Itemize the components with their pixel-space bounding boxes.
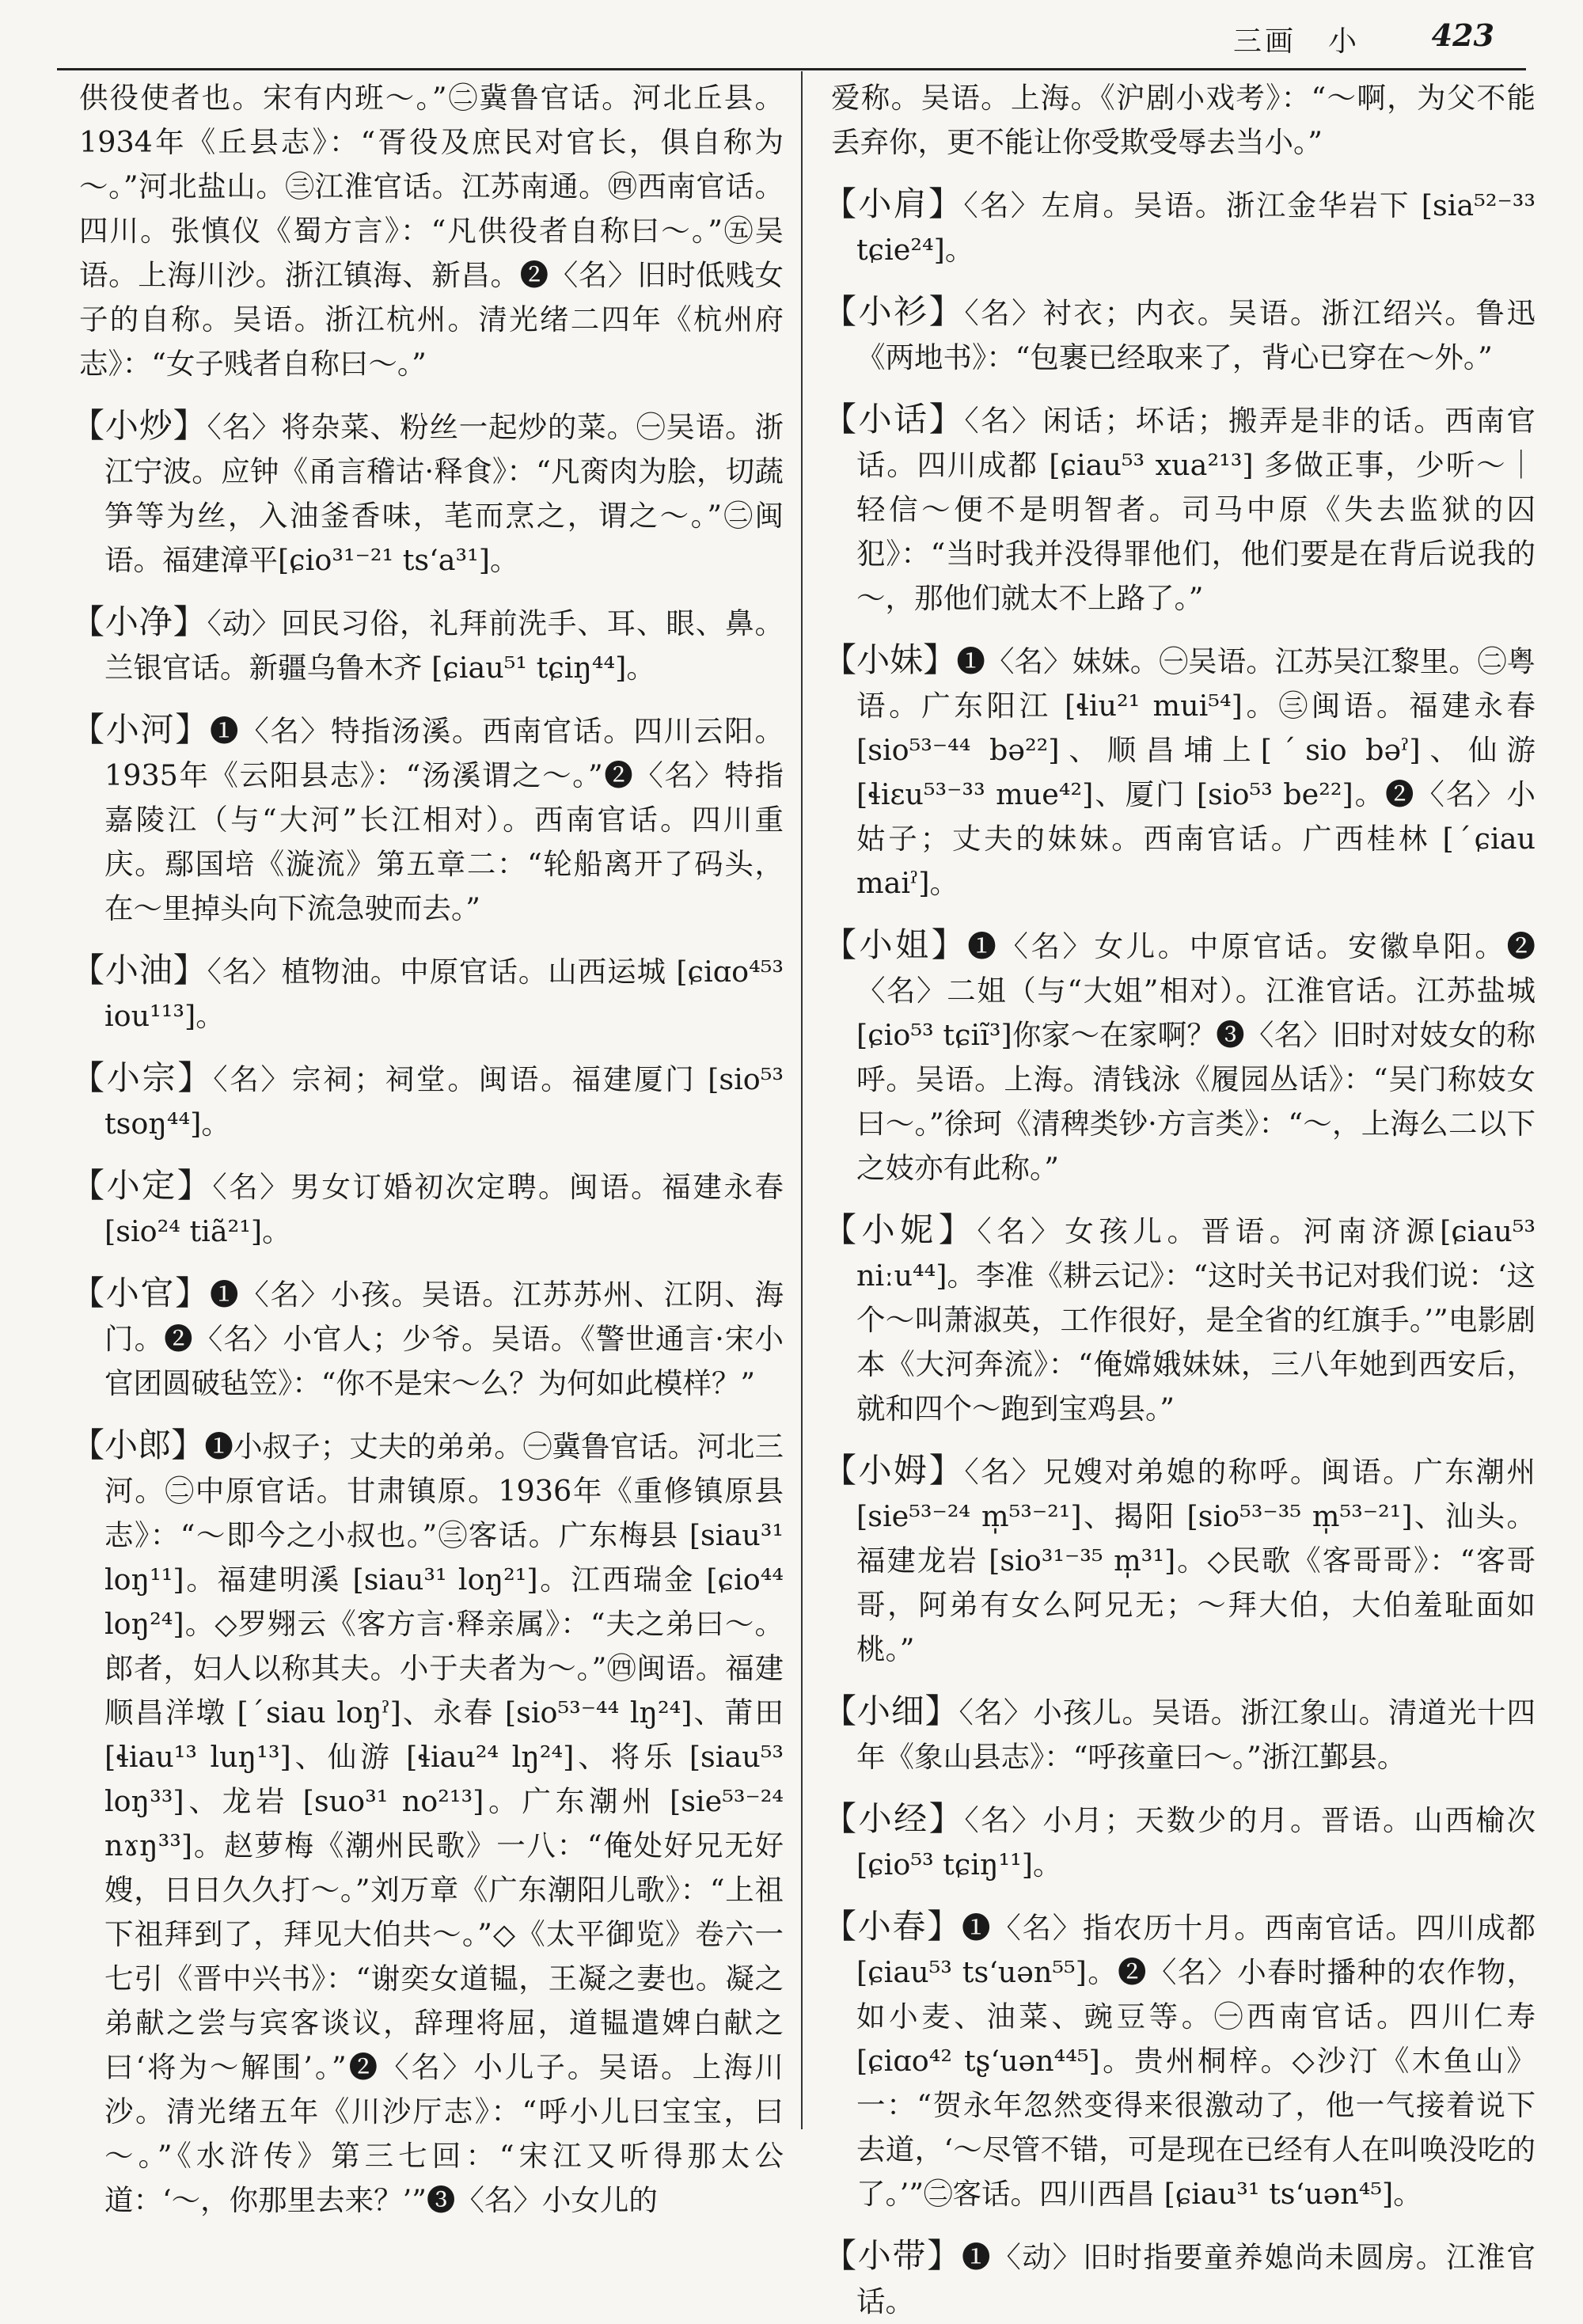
entry-definition: 〈名〉植物油。中原官话。山西运城 [ɕiɑo⁴⁵³ iou¹¹³]。 (104, 955, 784, 1033)
dictionary-entry (71, 76, 784, 386)
entry-headword: 【小衫】 (823, 292, 965, 331)
dictionary-entry (823, 1689, 1536, 1779)
entry-definition: 〈名〉兄嫂对弟媳的称呼。闽语。广东潮州 [sie⁵³⁻²⁴ m̩⁵³⁻²¹]、揭阳 [sio⁵³⁻³⁵ m̩⁵³⁻²¹]、汕头。福建龙岩 [sio³¹⁻³⁵ m̩³¹]。◇民歌《客哥哥》：“客哥哥，阿弟有女么阿兄无；～拜大伯，大伯羞耻面如桃。” (856, 1455, 1536, 1666)
entry-definition: 〈名〉女孩儿。晋语。河南济源[ɕiau⁵³ niːu⁴⁴]。李准《耕云记》：“这时关书记对我们说：‘这个～叫萧淑英，工作很好，是全省的红旗手。’”电影剧本《大河奔流》：“俺嫦娥妹妹，三八年她到西安后，就和四个～跑到宝鸡县。” (856, 1214, 1536, 1426)
dictionary-entry (823, 923, 1536, 1190)
entry-headword: 【小姆】 (823, 1451, 965, 1490)
entry-headword: 【小姐】 (823, 925, 968, 964)
entry-definition: 爱称。吴语。上海。《沪剧小戏考》：“～啊，为父不能丢弃你，更不能让你受欺受辱去当小。” (831, 81, 1536, 159)
entry-definition: ❶〈名〉特指汤溪。西南官话。四川云阳。1935年《云阳县志》：“汤溪谓之～。”❷〈名〉特指嘉陵江（与“大河”长江相对）。西南官话。四川重庆。鄢国培《漩流》第五章二：“轮船离开了码头，在～里掉头向下流急驶而去。” (104, 714, 784, 925)
dictionary-entry (823, 290, 1536, 380)
entry-definition: 供役使者也。宋有内班～。”㊁冀鲁官话。河北丘县。1934年《丘县志》：“胥役及庶民对官长，俱自称为～。”河北盐山。㊂江淮官话。江苏南通。㊃西南官话。四川。张慎仪《蜀方言》：“凡供役者自称曰～。”㊄吴语。上海川沙。浙江镇海、新昌。❷〈名〉旧时低贱女子的自称。吴语。浙江杭州。清光绪二四年《杭州府志》：“女子贱者自称曰～。” (79, 81, 784, 381)
entry-definition: 〈名〉小月；天数少的月。晋语。山西榆次 [ɕio⁵³ tɕiŋ¹¹]。 (856, 1803, 1536, 1882)
left-column (71, 76, 784, 2217)
entry-headword: 【小妹】 (823, 640, 957, 679)
entry-definition: 〈名〉小孩儿。吴语。浙江象山。清道光十四年《象山县志》：“呼孩童曰～。”浙江鄞县。 (856, 1696, 1536, 1774)
dictionary-entry (71, 1271, 784, 1406)
dictionary-entry (823, 397, 1536, 621)
page-header (57, 0, 1526, 70)
entry-definition: 〈名〉宗祠；祠堂。闽语。福建厦门 [sio⁵³ tsoŋ⁴⁴]。 (104, 1062, 784, 1141)
dictionary-entry (71, 600, 784, 690)
entry-definition: 〈名〉衬衣；内衣。吴语。浙江绍兴。鲁迅《两地书》：“包裹已经取来了，背心已穿在～外。” (856, 296, 1536, 374)
dictionary-entry (823, 638, 1536, 906)
entry-definition: 〈名〉将杂菜、粉丝一起炒的菜。㊀吴语。浙江宁波。应钟《甬言稽诂·释食》：“凡脔肉为脍，切蔬笋等为丝，入油釜香味，芼而烹之，谓之～。”㊁闽语。福建漳平[ɕio³¹⁻²¹ tsʻa³¹]。 (104, 410, 784, 577)
entry-definition: 〈名〉男女订婚初次定聘。闽语。福建永春[sio²⁴ tiã²¹]。 (104, 1170, 784, 1248)
right-column (823, 76, 1536, 2318)
entry-headword: 【小经】 (823, 1799, 965, 1838)
dictionary-entry (823, 76, 1536, 165)
entry-definition: 〈名〉闲话；坏话；搬弄是非的话。西南官话。四川成都 [ɕiau⁵³ xua²¹³] 多做正事，少听～｜轻信～便不是明智者。司马中原《失去监狱的囚犯》：“当时我并没得罪他们，他们要是在背后说我的～，那他们就太不上路了。” (856, 404, 1536, 615)
dictionary-entry (823, 2234, 1536, 2324)
dictionary-entry (71, 1056, 784, 1146)
entry-headword: 【小炒】 (71, 406, 207, 445)
entry-headword: 【小话】 (823, 400, 965, 439)
entry-headword: 【小细】 (823, 1692, 959, 1730)
section-title: 三画 小 (1232, 25, 1360, 58)
page-number: 423 (1431, 17, 1494, 53)
entry-definition: ❶〈动〉旧时指要童养媳尚未圆房。江淮官话。 (856, 2240, 1536, 2318)
entry-definition: ❶〈名〉妹妹。㊀吴语。江苏吴江黎里。㊁粤语。广东阳江 [ɬiu²¹ mui⁵⁴]。㊂闽语。福建永春[sio⁵³⁻⁴⁴ bə²²]、顺昌埔上[ˊsio bəˀ]、仙游[ɬiɛu⁵³⁻³³ mue⁴²]、厦门 [sio⁵³ be²²]。❷〈名〉小姑子；丈夫的妹妹。西南官话。广西桂林 [ˊɕiau maiˀ]。 (856, 644, 1536, 900)
entry-headword: 【小带】 (823, 2236, 962, 2275)
entry-definition: ❶〈名〉小孩。吴语。江苏苏州、江阴、海门。❷〈名〉小官人；少爷。吴语。《警世通言·宋小官团圆破毡笠》：“你不是宋～么？为何如此模样？” (104, 1278, 784, 1400)
entry-headword: 【小净】 (71, 602, 207, 641)
entry-definition: 〈动〉回民习俗，礼拜前洗手、耳、眼、鼻。兰银官话。新疆乌鲁木齐 [ɕiau⁵¹ tɕiŋ⁴⁴]。 (104, 606, 784, 685)
dictionary-entry (71, 948, 784, 1039)
dictionary-entry (71, 1164, 784, 1254)
column-divider (801, 71, 803, 2129)
dictionary-entry (823, 1449, 1536, 1672)
dictionary-entry (823, 1904, 1536, 2216)
entry-headword: 【小河】 (71, 710, 210, 749)
dictionary-entry (823, 1208, 1536, 1431)
entry-definition: ❶〈名〉指农历十月。西南官话。四川成都 [ɕiau⁵³ tsʻuən⁵⁵]。❷〈名〉小春时播种的农作物，如小麦、油菜、豌豆等。㊀西南官话。四川仁寿 [ɕiɑo⁴² tʂʻuən⁴⁴⁵]。贵州桐梓。◇沙汀《木鱼山》一：“贺永年忽然变得来很激动了，他一气接着说下去道，‘～尽管不错，可是现在已经有人在叫唤没吃的了。’”㊁客话。四川西昌 [ɕiau³¹ tsʻuən⁴⁵]。 (856, 1911, 1536, 2211)
dictionary-entry (823, 1797, 1536, 1887)
entry-headword: 【小定】 (71, 1166, 213, 1205)
entry-headword: 【小油】 (71, 951, 207, 989)
entry-definition: 〈名〉左肩。吴语。浙江金华岩下 [sia⁵²⁻³³ tɕie²⁴]。 (856, 188, 1536, 267)
entry-definition: ❶〈名〉女儿。中原官话。安徽阜阳。❷〈名〉二姐（与“大姐”相对）。江淮官话。江苏盐城[ɕio⁵³ tɕiĩ³]你家～在家啊？❸〈名〉旧时对妓女的称呼。吴语。上海。清钱泳《履园丛话》：“吴门称妓女曰～。”徐珂《清稗类钞·方言类》：“～，上海么二以下之妓亦有此称。” (856, 929, 1536, 1185)
dictionary-entry (823, 182, 1536, 272)
dictionary-entry (71, 708, 784, 931)
dictionary-entry (71, 404, 784, 583)
entry-headword: 【小官】 (71, 1274, 210, 1312)
entry-headword: 【小宗】 (71, 1058, 214, 1097)
entry-headword: 【小春】 (823, 1907, 962, 1946)
entry-headword: 【小妮】 (823, 1210, 978, 1249)
entry-definition: ❶小叔子；丈夫的弟弟。㊀冀鲁官话。河北三河。㊁中原官话。甘肃镇原。1936年《重修镇原县志》：“～即今之小叔也。”㊂客话。广东梅县 [siau³¹ loŋ¹¹]。福建明溪 [siau³¹ loŋ²¹]。江西瑞金 [ɕio⁴⁴ loŋ²⁴]。◇罗翙云《客方言·释亲属》：“夫之弟曰～。郎者，妇人以称其夫。小于夫者为～。”㊃闽语。福建顺昌洋墩 [ˊsiau loŋˀ]、永春 [sio⁵³⁻⁴⁴ lŋ²⁴]、莆田 [ɬiau¹³ luŋ¹³]、仙游 [ɬiau²⁴ lŋ²⁴]、将乐 [siau⁵³ loŋ³³]、龙岩 [suo³¹ no²¹³]。广东潮州 [sie⁵³⁻²⁴ nɤŋ³³]。赵萝梅《潮州民歌》一八：“俺处好兄无好嫂，日日久久打～。”刘万章《广东潮阳儿歌》：“上祖下祖拜到了，拜见大伯共～。”◇《太平御览》卷六一七引《晋中兴书》：“谢奕女道韫，王凝之妻也。凝之弟献之尝与宾客谈议，辞理将屈，道韫遣婢白献之曰‘将为～解围’。”❷〈名〉小儿子。吴语。上海川沙。清光绪五年《川沙厅志》：“呼小儿曰宝宝，曰～。”《水浒传》第三七回：“宋江又听得那太公道：‘～，你那里去来？’”❸〈名〉小女儿的 (104, 1430, 784, 2217)
entry-headword: 【小肩】 (823, 184, 964, 223)
entry-headword: 【小郎】 (71, 1426, 205, 1464)
dictionary-entry (71, 1423, 784, 2223)
